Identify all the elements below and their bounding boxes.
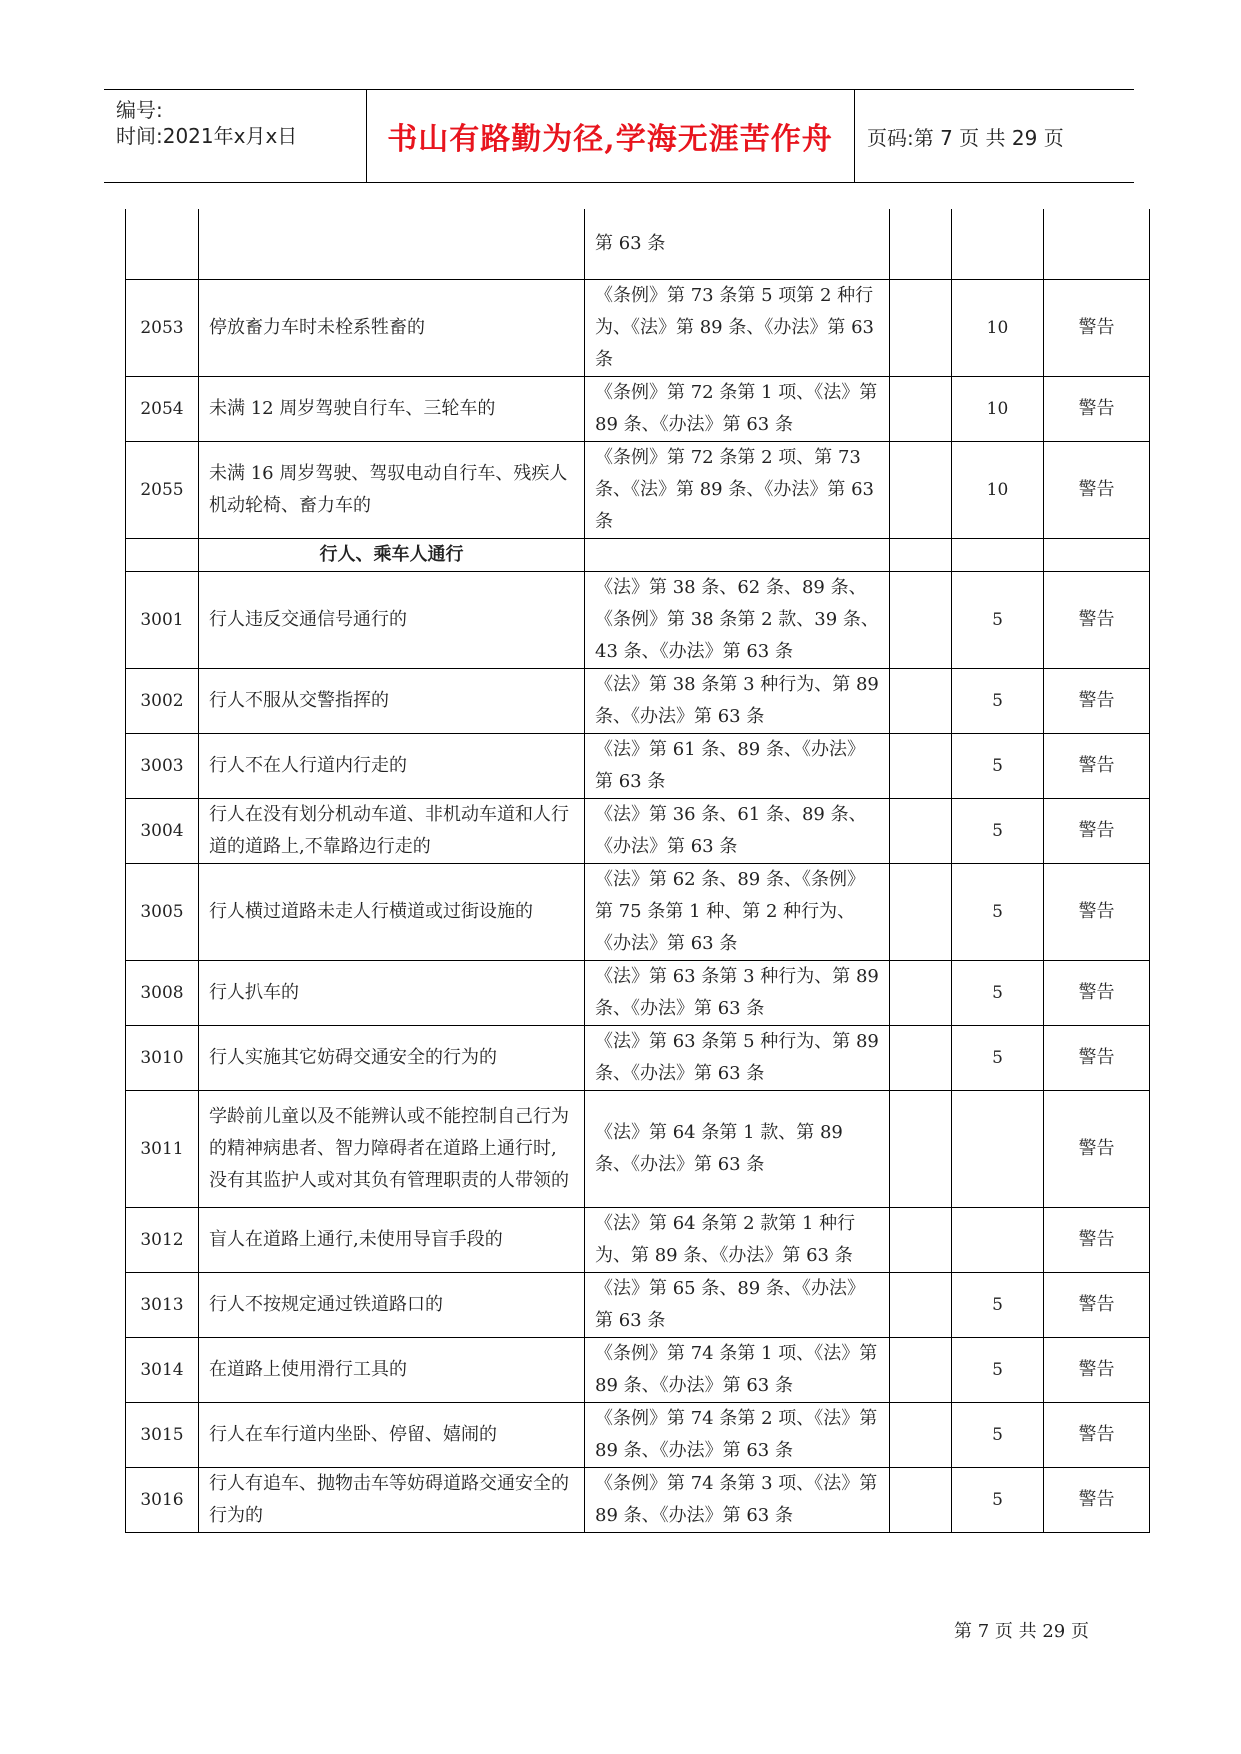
penalty-type: 警告 xyxy=(1044,1090,1150,1207)
blank-cell xyxy=(890,1090,952,1207)
fine-amount xyxy=(952,209,1044,279)
penalty-type: 警告 xyxy=(1044,1207,1150,1272)
legal-basis: 《法》第 38 条第 3 种行为、第 89 条、《办法》第 63 条 xyxy=(585,668,890,733)
blank-cell xyxy=(890,1467,952,1532)
penalty-type: 警告 xyxy=(1044,798,1150,863)
violation-description: 行人扒车的 xyxy=(199,960,585,1025)
page-header xyxy=(104,89,1134,183)
blank-cell xyxy=(890,1272,952,1337)
fine-amount: 5 xyxy=(952,1467,1044,1532)
blank-cell xyxy=(890,571,952,668)
blank-cell xyxy=(890,279,952,376)
violation-description: 行人在车行道内坐卧、停留、嬉闹的 xyxy=(199,1402,585,1467)
fine-amount: 5 xyxy=(952,1272,1044,1337)
legal-basis: 《法》第 62 条、89 条、《条例》第 75 条第 1 种、第 2 种行为、《办法》第 63 条 xyxy=(585,863,890,960)
blank-cell xyxy=(890,1207,952,1272)
table-row xyxy=(126,571,1150,668)
blank-cell xyxy=(890,1337,952,1402)
table-row xyxy=(126,960,1150,1025)
blank-cell xyxy=(890,441,952,538)
violation-code: 3016 xyxy=(126,1467,199,1532)
table-row xyxy=(126,1090,1150,1207)
violation-code: 3012 xyxy=(126,1207,199,1272)
blank-cell xyxy=(890,209,952,279)
penalty-type: 警告 xyxy=(1044,1272,1150,1337)
table-row xyxy=(126,279,1150,376)
section-title: 行人、乘车人通行 xyxy=(199,538,585,571)
violation-description: 行人违反交通信号通行的 xyxy=(199,571,585,668)
violation-code: 3001 xyxy=(126,571,199,668)
table-row xyxy=(126,1272,1150,1337)
blank-cell xyxy=(890,668,952,733)
penalty-type: 警告 xyxy=(1044,571,1150,668)
fine-amount: 5 xyxy=(952,571,1044,668)
table-row xyxy=(126,1207,1150,1272)
fine-amount: 5 xyxy=(952,1337,1044,1402)
legal-basis: 《法》第 38 条、62 条、89 条、《条例》第 38 条第 2 款、39 条、43 条、《办法》第 63 条 xyxy=(585,571,890,668)
violation-code: 3008 xyxy=(126,960,199,1025)
violation-description: 未满 16 周岁驾驶、驾驭电动自行车、残疾人机动轮椅、畜力车的 xyxy=(199,441,585,538)
header-motto-cell xyxy=(366,90,855,182)
violation-code: 2054 xyxy=(126,376,199,441)
penalty-type xyxy=(1044,538,1150,571)
blank-cell xyxy=(890,733,952,798)
penalty-type: 警告 xyxy=(1044,668,1150,733)
table-row xyxy=(126,1025,1150,1090)
blank-cell xyxy=(890,538,952,571)
table-row xyxy=(126,798,1150,863)
blank-cell xyxy=(890,798,952,863)
legal-basis: 《法》第 61 条、89 条、《办法》第 63 条 xyxy=(585,733,890,798)
violation-description: 学龄前儿童以及不能辨认或不能控制自己行为的精神病患者、智力障碍者在道路上通行时,没有其监护人或对其负有管理职责的人带领的 xyxy=(199,1090,585,1207)
table-row xyxy=(126,733,1150,798)
document-time-label: 时间:2021年x月x日 xyxy=(116,124,298,148)
violation-description: 行人横过道路未走人行横道或过街设施的 xyxy=(199,863,585,960)
penalty-type: 警告 xyxy=(1044,1467,1150,1532)
table-row xyxy=(126,1337,1150,1402)
legal-basis xyxy=(585,538,890,571)
fine-amount: 5 xyxy=(952,1025,1044,1090)
penalty-type: 警告 xyxy=(1044,960,1150,1025)
fine-amount xyxy=(952,538,1044,571)
violation-code: 2055 xyxy=(126,441,199,538)
header-meta xyxy=(104,90,367,182)
legal-basis: 第 63 条 xyxy=(585,209,890,279)
fine-amount: 5 xyxy=(952,798,1044,863)
violation-code: 3015 xyxy=(126,1402,199,1467)
violation-code: 3011 xyxy=(126,1090,199,1207)
violation-code: 3014 xyxy=(126,1337,199,1402)
header-page-cell xyxy=(855,90,1134,182)
fine-amount: 5 xyxy=(952,863,1044,960)
legal-basis: 《条例》第 74 条第 2 项、《法》第 89 条、《办法》第 63 条 xyxy=(585,1402,890,1467)
header-motto: 书山有路勤为径,学海无涯苦作舟 xyxy=(387,122,833,157)
legal-basis: 《条例》第 73 条第 5 项第 2 种行为、《法》第 89 条、《办法》第 63 条 xyxy=(585,279,890,376)
fine-amount: 5 xyxy=(952,1402,1044,1467)
violation-table xyxy=(125,209,1150,1533)
legal-basis: 《法》第 65 条、89 条、《办法》第 63 条 xyxy=(585,1272,890,1337)
table-row xyxy=(126,209,1150,279)
legal-basis: 《条例》第 74 条第 3 项、《法》第 89 条、《办法》第 63 条 xyxy=(585,1467,890,1532)
violation-description: 在道路上使用滑行工具的 xyxy=(199,1337,585,1402)
legal-basis: 《条例》第 72 条第 1 项、《法》第 89 条、《办法》第 63 条 xyxy=(585,376,890,441)
blank-cell xyxy=(890,863,952,960)
violation-description: 行人不在人行道内行走的 xyxy=(199,733,585,798)
fine-amount xyxy=(952,1207,1044,1272)
section-row xyxy=(126,538,1150,571)
violation-code: 3010 xyxy=(126,1025,199,1090)
blank-cell xyxy=(890,1402,952,1467)
violation-code: 3005 xyxy=(126,863,199,960)
legal-basis: 《法》第 64 条第 2 款第 1 种行为、第 89 条、《办法》第 63 条 xyxy=(585,1207,890,1272)
blank-cell xyxy=(890,960,952,1025)
violation-description: 行人有追车、抛物击车等妨碍道路交通安全的行为的 xyxy=(199,1467,585,1532)
blank-cell xyxy=(890,376,952,441)
violation-code: 3004 xyxy=(126,798,199,863)
violation-description: 行人不按规定通过铁道路口的 xyxy=(199,1272,585,1337)
violation-description: 行人不服从交警指挥的 xyxy=(199,668,585,733)
violation-description: 行人实施其它妨碍交通安全的行为的 xyxy=(199,1025,585,1090)
table-row xyxy=(126,1402,1150,1467)
fine-amount: 5 xyxy=(952,668,1044,733)
fine-amount: 10 xyxy=(952,279,1044,376)
violation-description: 未满 12 周岁驾驶自行车、三轮车的 xyxy=(199,376,585,441)
penalty-type: 警告 xyxy=(1044,441,1150,538)
fine-amount: 5 xyxy=(952,733,1044,798)
violation-code: 2053 xyxy=(126,279,199,376)
legal-basis: 《法》第 64 条第 1 款、第 89 条、《办法》第 63 条 xyxy=(585,1090,890,1207)
blank-cell xyxy=(890,1025,952,1090)
fine-amount xyxy=(952,1090,1044,1207)
page-footer: 第 7 页 共 29 页 xyxy=(954,1621,1089,1642)
penalty-type: 警告 xyxy=(1044,1402,1150,1467)
header-page-label: 页码:第 7 页 共 29 页 xyxy=(867,125,1064,150)
fine-amount: 10 xyxy=(952,376,1044,441)
table-row xyxy=(126,376,1150,441)
fine-amount: 10 xyxy=(952,441,1044,538)
table-row xyxy=(126,441,1150,538)
legal-basis: 《法》第 36 条、61 条、89 条、《办法》第 63 条 xyxy=(585,798,890,863)
violation-description: 盲人在道路上通行,未使用导盲手段的 xyxy=(199,1207,585,1272)
violation-description: 行人在没有划分机动车道、非机动车道和人行道的道路上,不靠路边行走的 xyxy=(199,798,585,863)
violation-code: 3013 xyxy=(126,1272,199,1337)
violation-code xyxy=(126,538,199,571)
violation-description: 停放畜力车时未栓系牲畜的 xyxy=(199,279,585,376)
violation-description xyxy=(199,209,585,279)
violation-table-body xyxy=(126,209,1150,1532)
legal-basis: 《法》第 63 条第 3 种行为、第 89 条、《办法》第 63 条 xyxy=(585,960,890,1025)
penalty-type: 警告 xyxy=(1044,1337,1150,1402)
legal-basis: 《法》第 63 条第 5 种行为、第 89 条、《办法》第 63 条 xyxy=(585,1025,890,1090)
penalty-type: 警告 xyxy=(1044,376,1150,441)
penalty-type xyxy=(1044,209,1150,279)
table-row xyxy=(126,1467,1150,1532)
penalty-type: 警告 xyxy=(1044,733,1150,798)
legal-basis: 《条例》第 74 条第 1 项、《法》第 89 条、《办法》第 63 条 xyxy=(585,1337,890,1402)
table-row xyxy=(126,863,1150,960)
document-number-label: 编号: xyxy=(116,98,163,122)
penalty-type: 警告 xyxy=(1044,279,1150,376)
violation-code: 3003 xyxy=(126,733,199,798)
penalty-type: 警告 xyxy=(1044,1025,1150,1090)
legal-basis: 《条例》第 72 条第 2 项、第 73 条、《法》第 89 条、《办法》第 63 条 xyxy=(585,441,890,538)
violation-code: 3002 xyxy=(126,668,199,733)
penalty-type: 警告 xyxy=(1044,863,1150,960)
table-row xyxy=(126,668,1150,733)
violation-code xyxy=(126,209,199,279)
fine-amount: 5 xyxy=(952,960,1044,1025)
